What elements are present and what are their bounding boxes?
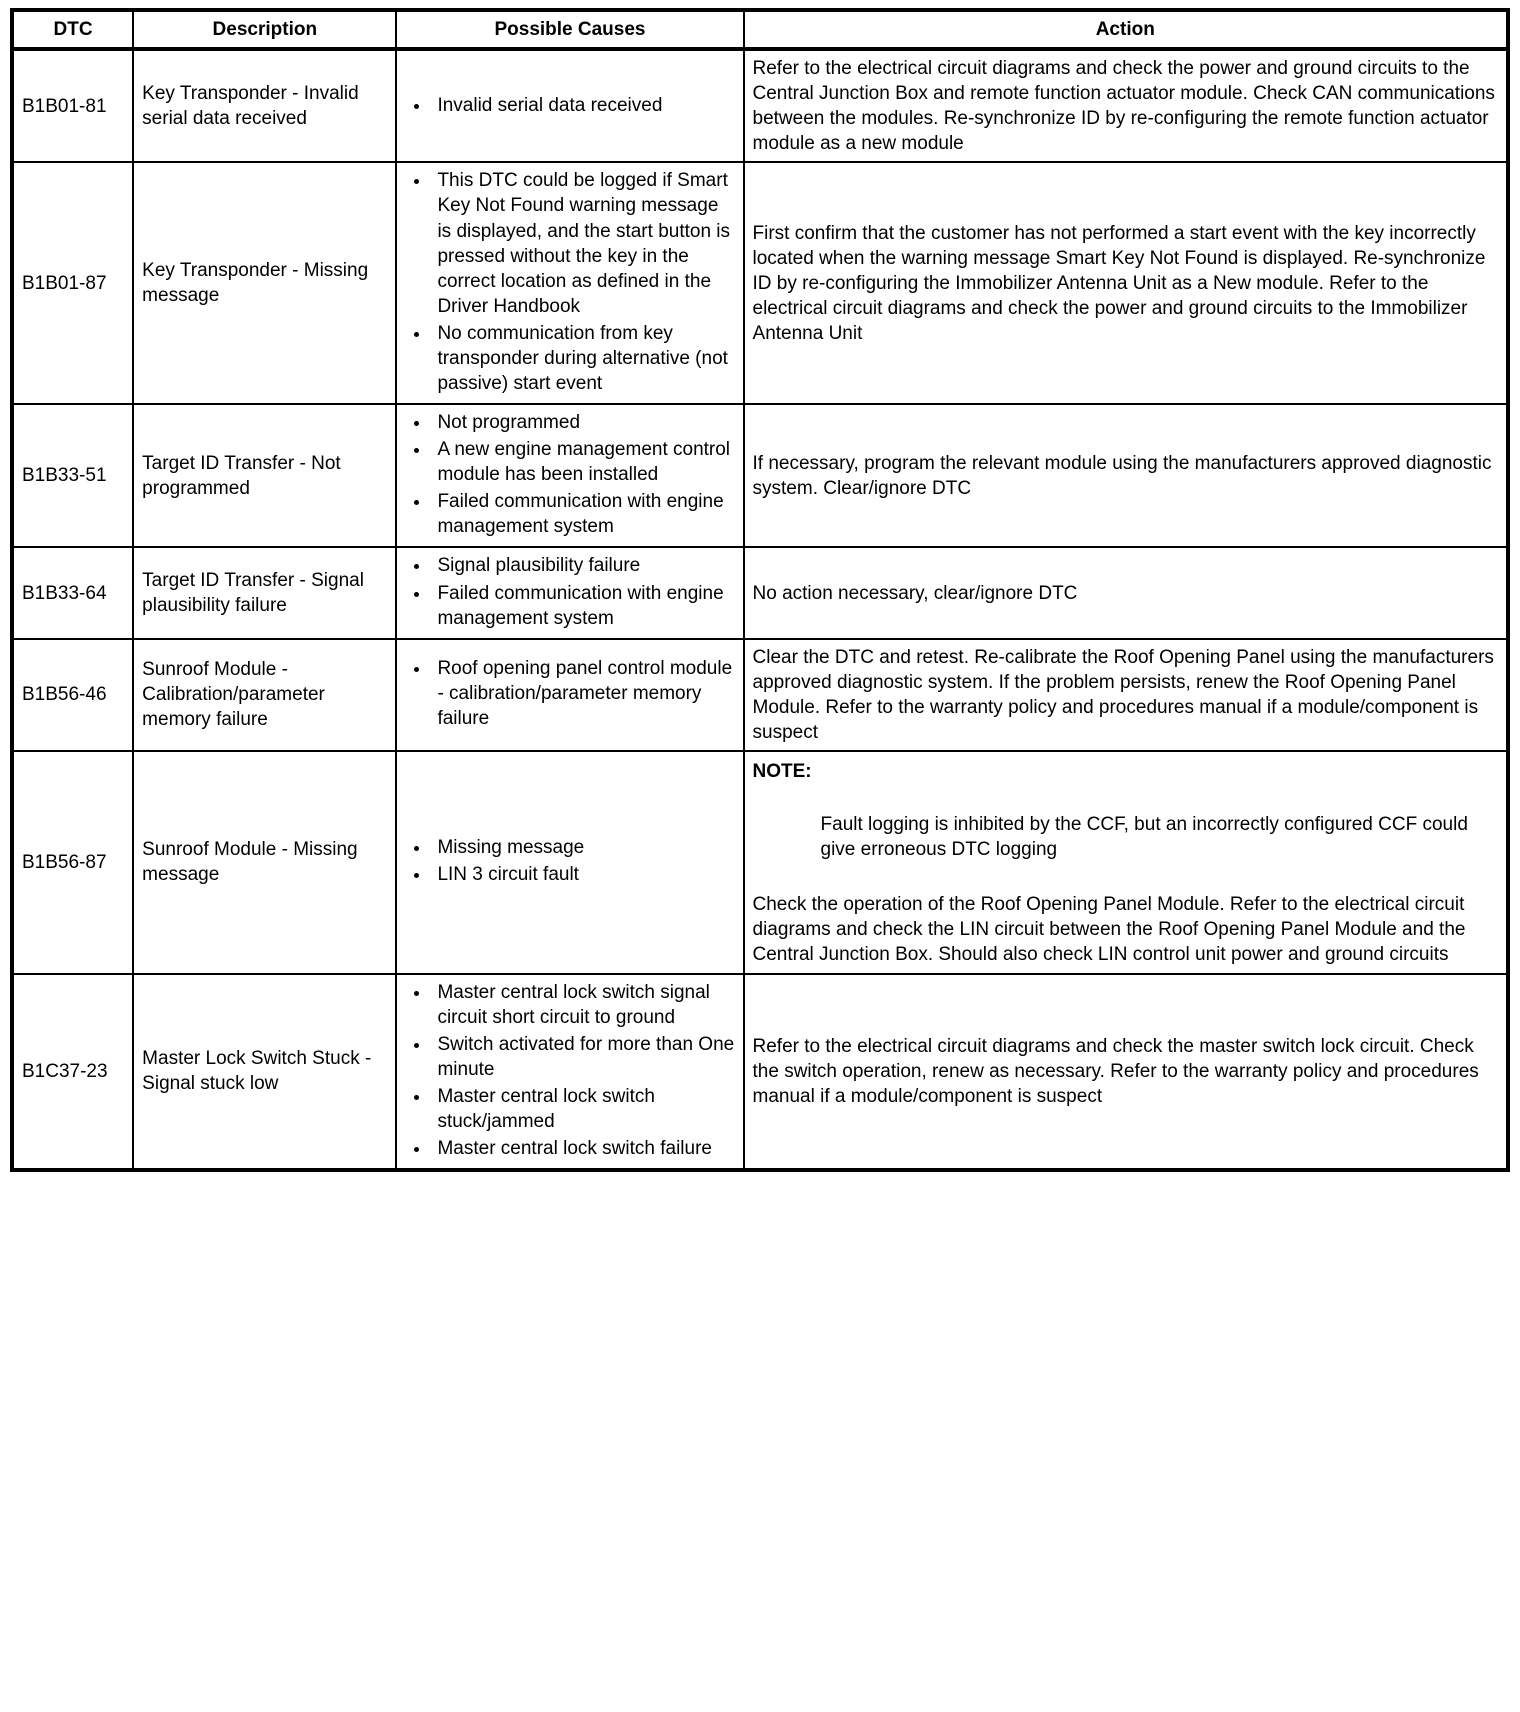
cause-item: • Master central lock switch stuck/jammed (431, 1084, 734, 1134)
cause-item: • LIN 3 circuit fault (431, 862, 734, 887)
causes-list (405, 656, 734, 731)
action-paragraph: If necessary, program the relevant module using the manufacturers approved diagnostic system. Clear/ignore DTC (752, 452, 1492, 499)
causes-list (405, 93, 734, 118)
note-label: NOTE: (752, 761, 812, 783)
cause-item: • Not programmed (431, 410, 734, 435)
column-header-action: Action (744, 10, 1508, 49)
action-paragraph: Refer to the electrical circuit diagrams and check the master switch lock circuit. Check the switch operation, renew as necessary. Refer to the warranty policy and procedures manual if a module/component is suspect (752, 1035, 1479, 1107)
cause-item: • Roof opening panel control module - calibration/parameter memory failure (431, 656, 734, 731)
table-row (12, 404, 1508, 547)
dtc-cell: B1B33-64 (12, 547, 133, 638)
header-row (12, 10, 1508, 49)
dtc-cell: B1B33-51 (12, 404, 133, 547)
possible-causes-cell (396, 547, 743, 638)
cause-item: • Missing message (431, 835, 734, 860)
causes-list (405, 553, 734, 630)
dtc-cell: B1B56-87 (12, 751, 133, 973)
description-cell: Target ID Transfer - Not programmed (133, 404, 396, 547)
action-cell (744, 751, 1508, 973)
action-paragraph: First confirm that the customer has not performed a start event with the key incorrectly located when the warning message Smart Key Not Found is displayed. Re-synchronize ID by re-configuring the Immobilizer Antenna Unit as a New module. Refer to the electrical circuit diagrams and check the power and ground circuits to the Immobilizer Antenna Unit (752, 222, 1486, 344)
description-cell: Sunroof Module - Calibration/parameter memory failure (133, 639, 396, 751)
description-cell: Target ID Transfer - Signal plausibility failure (133, 547, 396, 638)
dtc-cell: B1B56-46 (12, 639, 133, 751)
cause-item: • Switch activated for more than One minute (431, 1032, 734, 1082)
action-paragraph: Check the operation of the Roof Opening Panel Module. Refer to the electrical circuit diagrams and check the LIN circuit between the Roof Opening Panel Module and the Central Junction Box. Should also check LIN control unit power and ground circuits (752, 894, 1466, 966)
table-row (12, 162, 1508, 404)
table-header (12, 10, 1508, 49)
action-cell (744, 974, 1508, 1171)
cause-item: • Master central lock switch failure (431, 1136, 734, 1161)
description-cell: Master Lock Switch Stuck - Signal stuck low (133, 974, 396, 1171)
possible-causes-cell (396, 751, 743, 973)
action-cell (744, 49, 1508, 162)
cause-item: • Failed communication with engine management system (431, 581, 734, 631)
possible-causes-cell (396, 162, 743, 404)
dtc-cell: B1C37-23 (12, 974, 133, 1171)
action-cell (744, 404, 1508, 547)
description-cell: Sunroof Module - Missing message (133, 751, 396, 973)
action-cell (744, 547, 1508, 638)
table-body (12, 49, 1508, 1170)
table-row (12, 49, 1508, 162)
cause-item: • No communication from key transponder during alternative (not passive) start event (431, 321, 734, 396)
causes-list (405, 410, 734, 539)
description-cell: Key Transponder - Missing message (133, 162, 396, 404)
possible-causes-cell (396, 404, 743, 547)
cause-item: • Failed communication with engine management system (431, 489, 734, 539)
table-row (12, 751, 1508, 973)
causes-list (405, 835, 734, 887)
cause-item: • Master central lock switch signal circuit short circuit to ground (431, 980, 734, 1030)
causes-list (405, 168, 734, 396)
description-cell: Key Transponder - Invalid serial data received (133, 49, 396, 162)
column-header-possible-causes: Possible Causes (396, 10, 743, 49)
table-row (12, 974, 1508, 1171)
cause-item: • Invalid serial data received (431, 93, 734, 118)
dtc-table (10, 8, 1510, 1172)
column-header-dtc: DTC (12, 10, 133, 49)
table-row (12, 639, 1508, 751)
action-cell (744, 639, 1508, 751)
action-paragraph: Refer to the electrical circuit diagrams and check the power and ground circuits to the Central Junction Box and remote function actuator module. Check CAN communications between the modules. Re-synchronize ID by re-configuring the remote function actuator module as a new module (752, 58, 1495, 155)
dtc-cell: B1B01-81 (12, 49, 133, 162)
dtc-cell: B1B01-87 (12, 162, 133, 404)
possible-causes-cell (396, 49, 743, 162)
cause-item: • Signal plausibility failure (431, 553, 734, 578)
column-header-description: Description (133, 10, 396, 49)
possible-causes-cell (396, 639, 743, 751)
action-paragraph: Clear the DTC and retest. Re-calibrate the Roof Opening Panel using the manufacturers approved diagnostic system. If the problem persists, renew the Roof Opening Panel Module. Refer to the warranty policy and procedures manual if a module/component is suspect (752, 646, 1494, 743)
note-body: Fault logging is inhibited by the CCF, but an incorrectly configured CCF could give erroneous DTC logging (820, 814, 1468, 861)
action-cell (744, 162, 1508, 404)
possible-causes-cell (396, 974, 743, 1171)
table-row (12, 547, 1508, 638)
action-paragraph: No action necessary, clear/ignore DTC (752, 582, 1078, 604)
cause-item: • A new engine management control module has been installed (431, 437, 734, 487)
causes-list (405, 980, 734, 1162)
cause-item: • This DTC could be logged if Smart Key Not Found warning message is displayed, and the start button is pressed without the key in the correct location as defined in the Driver Handbook (431, 168, 734, 318)
